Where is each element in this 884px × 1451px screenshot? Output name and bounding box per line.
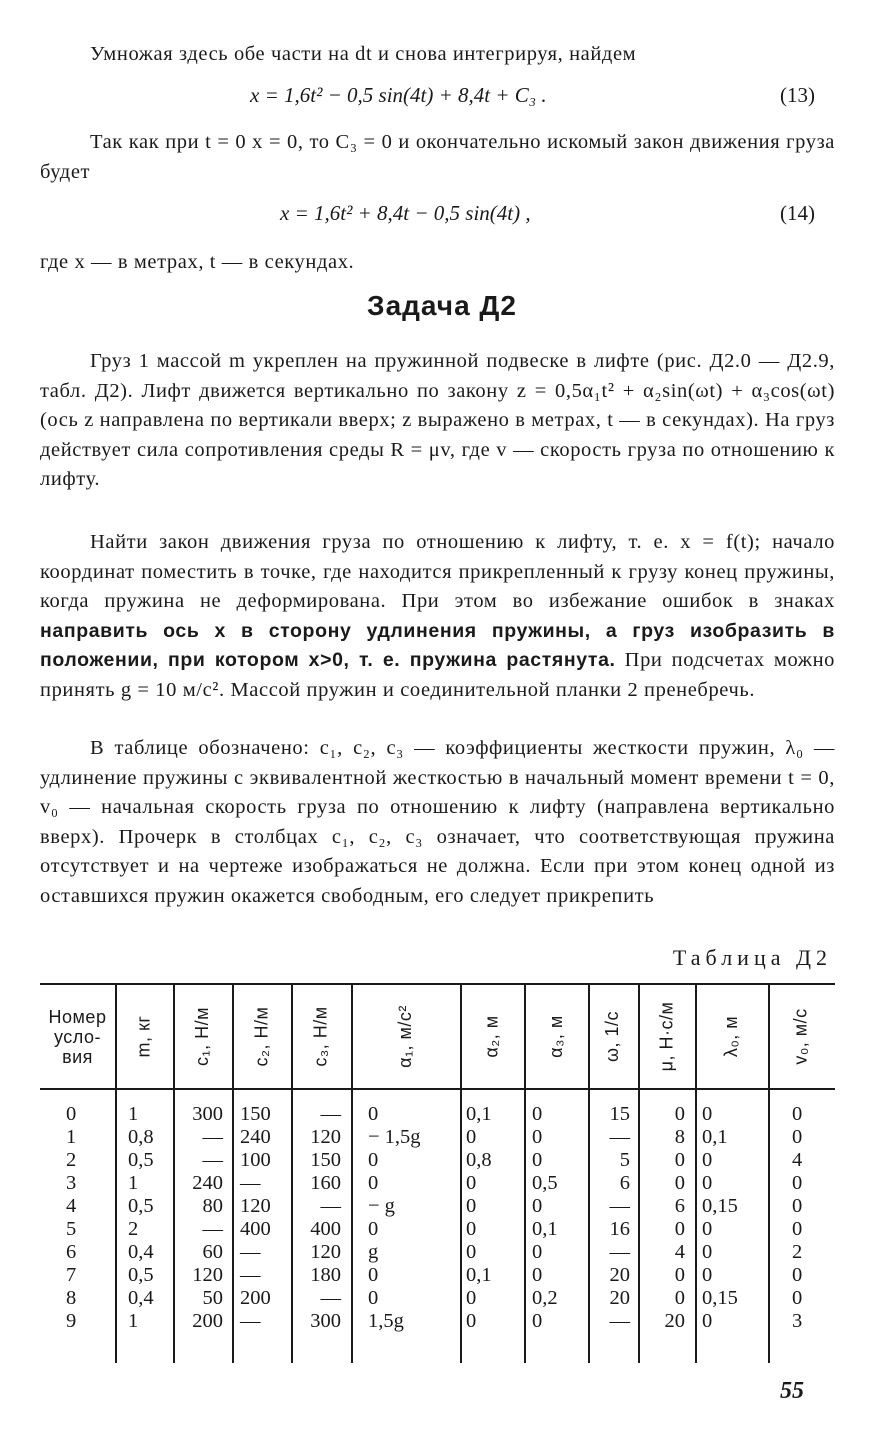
header-v0-label: v₀, м/с — [790, 1008, 811, 1065]
header-alpha2-label: α₂, м — [481, 1015, 502, 1058]
equation-13-number: (13) — [780, 83, 815, 107]
header-alpha2 — [460, 985, 524, 1088]
table-column — [128, 1103, 154, 1333]
table-cell: 4 — [792, 1149, 803, 1171]
table-cell: 0 — [792, 1126, 803, 1148]
header-mass — [115, 985, 173, 1088]
table-cell: — — [240, 1172, 261, 1194]
task-paragraph-2-text-a: Найти закон движения груза по отношению к лифту, т. е. x = f(t); начало координат поместить в точке, где находится прикрепленный к грузу конец пружины, когда пружина не деформирована. При этом во избежание ошибок в знаках — [40, 531, 835, 612]
table-cell: 0 — [466, 1126, 477, 1148]
table-cell: 240 — [192, 1172, 223, 1194]
table-cell: 50 — [202, 1287, 223, 1309]
table-cell: 0,8 — [128, 1126, 154, 1148]
table-column — [702, 1103, 738, 1333]
table-cell: 8 — [66, 1287, 77, 1309]
table-column — [240, 1103, 271, 1333]
table-cell: 0 — [674, 1103, 685, 1125]
table-column — [368, 1103, 421, 1333]
equation-13: x = 1,6t² − 0,5 sin(4t) + 8,4t + C₃ . — [250, 83, 547, 107]
header-condition-number-label: Номер усло-вия — [48, 1006, 107, 1067]
table-cell: 6 — [66, 1241, 77, 1263]
table-cell: 0,1 — [466, 1103, 492, 1125]
table-cell: 0 — [702, 1310, 713, 1332]
table-cell: 1,5g — [368, 1310, 404, 1332]
table-cell: 0 — [702, 1103, 713, 1125]
table-cell: 0 — [466, 1195, 477, 1217]
table-cell: 3 — [792, 1310, 803, 1332]
table-cell: 120 — [310, 1241, 341, 1263]
table-cell: 0 — [674, 1287, 685, 1309]
table-cell: 0 — [792, 1172, 803, 1194]
table-cell: 180 — [310, 1264, 341, 1286]
table-cell: 0 — [466, 1310, 477, 1332]
table-cell: 2 — [792, 1241, 803, 1263]
table-cell: 0 — [532, 1103, 543, 1125]
table-cell: 0 — [702, 1218, 713, 1240]
table-cell: 2 — [128, 1218, 139, 1240]
header-c2 — [232, 985, 291, 1088]
table-cell: 80 — [202, 1195, 223, 1217]
data-table — [40, 983, 835, 1363]
table-header-rule — [40, 1088, 835, 1090]
table-cell: — — [320, 1195, 341, 1217]
table-cell: 5 — [619, 1149, 630, 1171]
header-omega — [588, 985, 638, 1088]
table-cell: 120 — [192, 1264, 223, 1286]
table-cell: — — [202, 1149, 223, 1171]
table-cell: — — [240, 1264, 261, 1286]
table-cell: 2 — [66, 1149, 77, 1171]
header-c3 — [291, 985, 351, 1088]
table-cell: — — [240, 1241, 261, 1263]
table-caption: Таблица Д2 — [672, 945, 832, 970]
header-lambda0 — [695, 985, 768, 1088]
table-cell: 0 — [466, 1172, 477, 1194]
table-cell: 150 — [240, 1103, 271, 1125]
table-cell: 0,4 — [128, 1241, 154, 1263]
table-cell: 120 — [310, 1126, 341, 1148]
table-cell: 6 — [674, 1195, 685, 1217]
table-cell: 0 — [466, 1287, 477, 1309]
table-cell: 60 — [202, 1241, 223, 1263]
table-column — [532, 1103, 558, 1333]
header-mass-label: m, кг — [133, 1015, 154, 1058]
table-cell: 300 — [192, 1103, 223, 1125]
table-cell: — — [240, 1310, 261, 1332]
table-cell: 400 — [310, 1218, 341, 1240]
header-alpha3-label: α₃, м — [545, 1015, 566, 1058]
table-cell: − 1,5g — [368, 1126, 421, 1148]
table-cell: − g — [368, 1195, 395, 1217]
table-cell: 20 — [609, 1264, 630, 1286]
table-cell: 8 — [674, 1126, 685, 1148]
table-cell: 20 — [664, 1310, 685, 1332]
table-cell: 0 — [368, 1264, 379, 1286]
table-cell: 7 — [66, 1264, 77, 1286]
table-cell: 0 — [532, 1310, 543, 1332]
table-column — [66, 1103, 76, 1333]
table-cell: 20 — [609, 1287, 630, 1309]
table-cell: 0 — [674, 1218, 685, 1240]
table-cell: 1 — [128, 1310, 139, 1332]
table-cell: 0 — [368, 1103, 379, 1125]
table-cell: 0,1 — [466, 1264, 492, 1286]
table-cell: 0,8 — [466, 1149, 492, 1171]
table-cell: 1 — [66, 1126, 77, 1148]
equation-14: x = 1,6t² + 8,4t − 0,5 sin(4t) , — [280, 201, 531, 225]
table-cell: 240 — [240, 1126, 271, 1148]
table-cell: 0 — [532, 1149, 543, 1171]
table-cell: — — [320, 1103, 341, 1125]
table-cell: 4 — [66, 1195, 77, 1217]
table-cell: 0,1 — [702, 1126, 728, 1148]
page-number: 55 — [780, 1378, 804, 1404]
header-v0 — [768, 985, 835, 1088]
table-column — [298, 1103, 341, 1333]
table-cell: 0 — [466, 1218, 477, 1240]
table-cell: — — [609, 1241, 630, 1263]
table-cell: 0 — [368, 1149, 379, 1171]
table-cell: 0 — [368, 1218, 379, 1240]
table-cell: 3 — [66, 1172, 77, 1194]
table-cell: 15 — [609, 1103, 630, 1125]
table-cell: 0 — [466, 1241, 477, 1263]
table-cell: 0 — [702, 1264, 713, 1286]
table-cell: 9 — [66, 1310, 77, 1332]
table-cell: 0,2 — [532, 1287, 558, 1309]
task-title: Задача Д2 — [367, 290, 517, 321]
task-paragraph-2-emphasis: направить ось x в сторону удлинения пружины, а груз изобразить в положении, при котором x>0, т. е. пружина растянута. — [40, 619, 835, 671]
table-cell: 0,4 — [128, 1287, 154, 1309]
header-alpha1 — [351, 985, 460, 1088]
table-cell: 0,15 — [702, 1195, 738, 1217]
table-cell: 0 — [674, 1264, 685, 1286]
table-column — [792, 1103, 802, 1333]
header-c3-label: c₃, Н/м — [310, 1006, 331, 1067]
table-cell: 150 — [310, 1149, 341, 1171]
table-cell: — — [320, 1287, 341, 1309]
task-paragraph-2-text-b: При подсчетах можно принять g = 10 м/с². Массой пружин и соединительной планки 2 пренебречь. — [40, 649, 835, 701]
table-cell: 0 — [792, 1264, 803, 1286]
header-mu-label: μ, Н·с/м — [656, 1001, 676, 1072]
header-c1 — [173, 985, 232, 1088]
table-cell: 0 — [532, 1126, 543, 1148]
header-lambda0-label: λ₀, м — [720, 1015, 741, 1058]
table-cell: 200 — [240, 1287, 271, 1309]
table-cell: 4 — [674, 1241, 685, 1263]
table-cell: 0,5 — [128, 1149, 154, 1171]
table-column — [590, 1103, 630, 1333]
table-cell: 0,5 — [128, 1195, 154, 1217]
table-cell: 100 — [240, 1149, 271, 1171]
table-cell: 6 — [619, 1172, 630, 1194]
table-column — [640, 1103, 685, 1333]
header-condition-number — [40, 985, 115, 1088]
header-c1-label: c₁, Н/м — [191, 1007, 212, 1066]
table-cell: 300 — [310, 1310, 341, 1332]
table-cell: 0 — [674, 1149, 685, 1171]
header-mu — [638, 985, 695, 1088]
table-cell: 0 — [532, 1241, 543, 1263]
table-cell: 5 — [66, 1218, 77, 1240]
table-cell: 160 — [310, 1172, 341, 1194]
table-cell: 400 — [240, 1218, 271, 1240]
table-cell: 0 — [66, 1103, 77, 1125]
table-cell: 0 — [702, 1172, 713, 1194]
table-cell: 1 — [128, 1103, 139, 1125]
header-c2-label: c₂, Н/м — [251, 1006, 271, 1067]
table-cell: 0 — [368, 1172, 379, 1194]
equation-14-number: (14) — [780, 201, 815, 225]
table-cell: 0 — [792, 1287, 803, 1309]
table-cell: 0 — [792, 1195, 803, 1217]
table-cell: g — [368, 1241, 379, 1263]
table-cell: — — [609, 1195, 630, 1217]
table-cell: 0 — [702, 1241, 713, 1263]
intro-line: Умножая здесь обе части на dt и снова интегрируя, найдем — [90, 43, 637, 65]
table-cell: — — [202, 1126, 223, 1148]
table-cell: 16 — [609, 1218, 630, 1240]
table-cell: 0 — [792, 1218, 803, 1240]
header-omega-label: ω, 1/с — [602, 1010, 623, 1063]
header-alpha3 — [524, 985, 588, 1088]
header-alpha1-label: α₁, м/с² — [394, 1005, 415, 1068]
table-column — [466, 1103, 492, 1333]
table-cell: 0 — [532, 1195, 543, 1217]
table-cell: 0 — [702, 1149, 713, 1171]
task-paragraph-2 — [40, 528, 835, 705]
table-cell: 0 — [674, 1172, 685, 1194]
table-cell: 0,5 — [128, 1264, 154, 1286]
intro-paragraph: Так как при t = 0 x = 0, то C₃ = 0 и окончательно искомый закон движения груза будет — [40, 131, 835, 183]
table-cell: — — [609, 1126, 630, 1148]
table-cell: 0,5 — [532, 1172, 558, 1194]
table-cell: 0 — [368, 1287, 379, 1309]
table-cell: 200 — [192, 1310, 223, 1332]
table-cell: 0,1 — [532, 1218, 558, 1240]
task-paragraph-1: Груз 1 массой m укреплен на пружинной подвеске в лифте (рис. Д2.0 — Д2.9, табл. Д2). Лифт движется вертикально по закону z = 0,5α₁t² + α₂sin(ωt) + α₃cos(ωt) (ось z направлена по вертикали вверх; z выражено в метрах, t — в секундах). На груз действует сила сопротивления среды R = μv, где v — скорость груза по отношению к лифту. — [40, 350, 835, 490]
table-cell: — — [202, 1218, 223, 1240]
table-cell: 120 — [240, 1195, 271, 1217]
table-cell: 0 — [792, 1103, 803, 1125]
units-note: где x — в метрах, t — в секундах. — [40, 251, 355, 273]
table-cell: 0,15 — [702, 1287, 738, 1309]
table-column — [178, 1103, 223, 1333]
table-cell: 0 — [532, 1264, 543, 1286]
table-cell: — — [609, 1310, 630, 1332]
table-cell: 1 — [128, 1172, 139, 1194]
task-paragraph-3: В таблице обозначено: c₁, c₂, c₃ — коэффициенты жесткости пружин, λ₀ — удлинение пружины с эквивалентной жесткостью в начальный момент времени t = 0, v₀ — начальная скорость груза по отношению к лифту (направлена вертикально вверх). Прочерк в столбцах c₁, c₂, c₃ означает, что соответствующая пружина отсутствует и на чертеже изображаться не должна. Если при этом конец одной из оставшихся пружин окажется свободным, его следует прикрепить — [40, 737, 835, 907]
